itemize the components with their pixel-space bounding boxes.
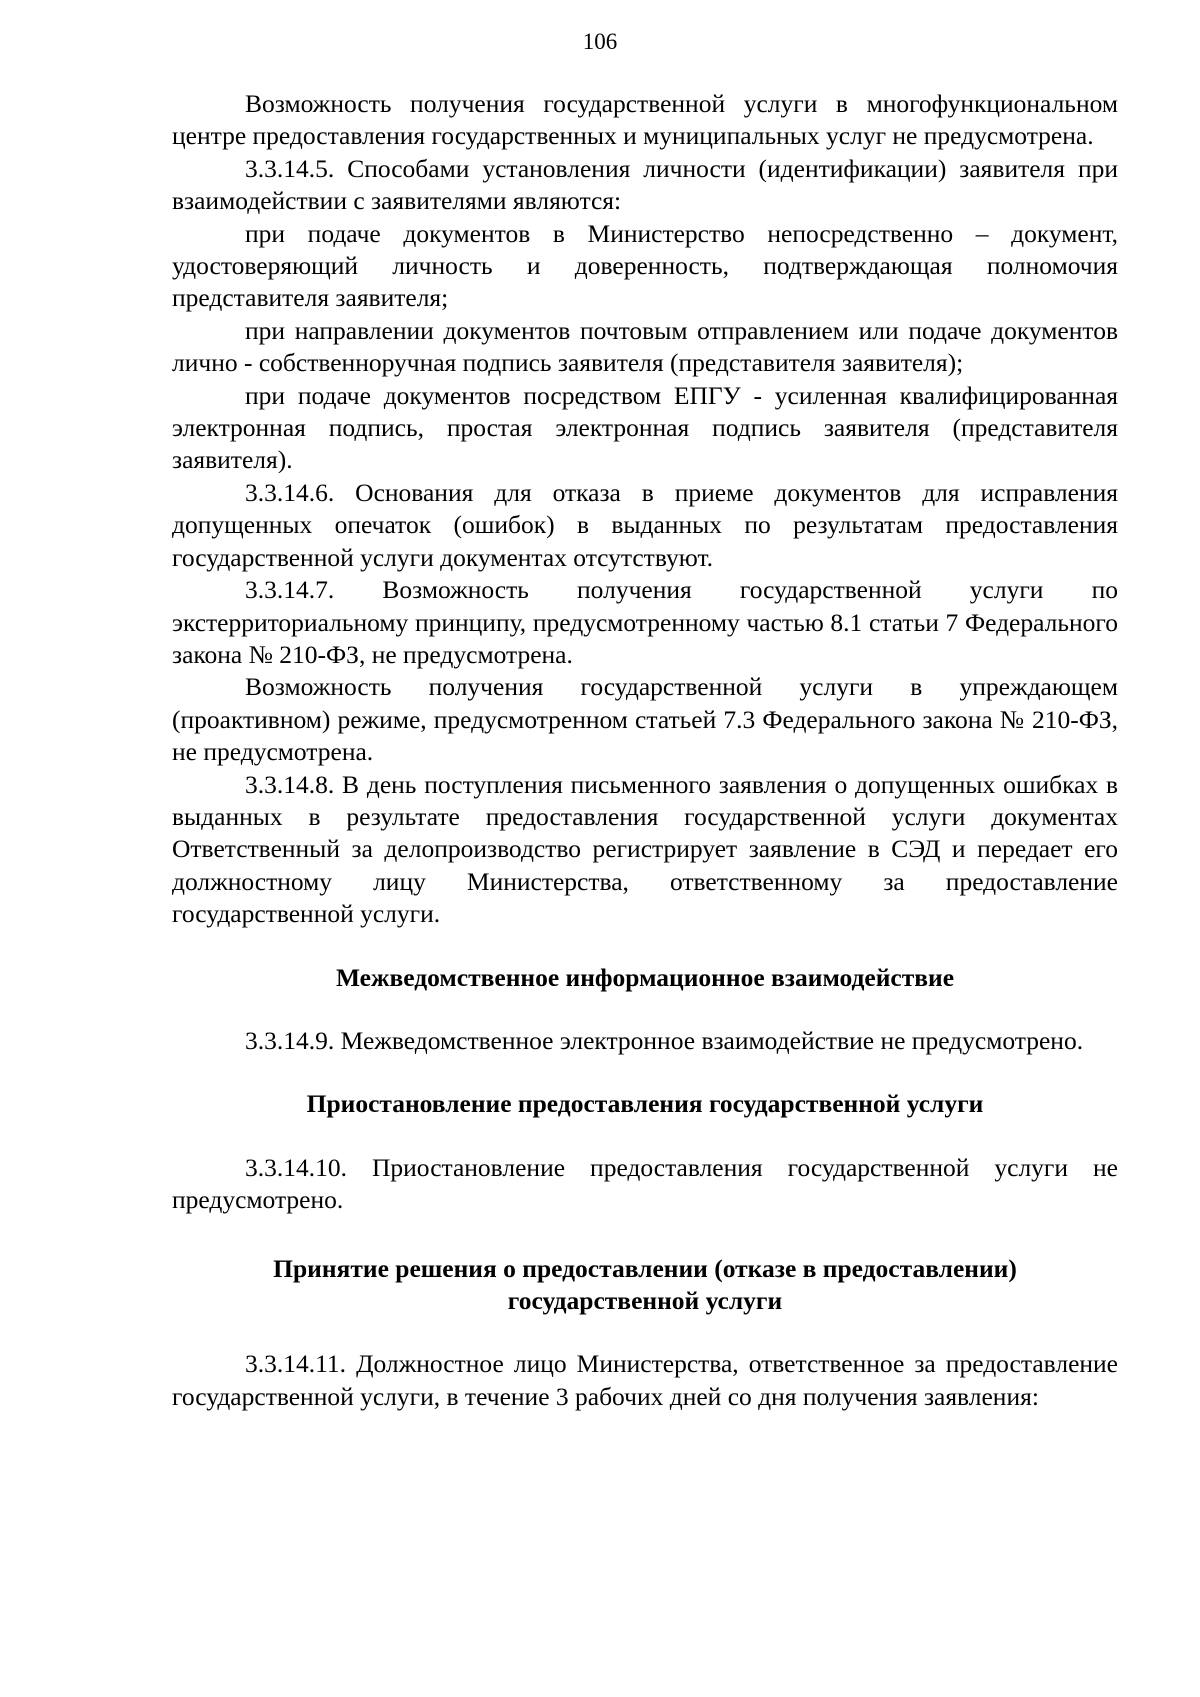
heading-decision-line1: Принятие решения о предоставлении (отказе в предоставлении)	[273, 1253, 1017, 1283]
paragraph-3-3-14-9: 3.3.14.9. Межведомственное электронное взаимодействие не предусмотрено.	[245, 1025, 1084, 1055]
heading-suspension: Приостановление предоставления государственной услуги	[306, 1089, 984, 1119]
paragraph-postal-submission: при направлении документов почтовым отправлением или подаче документов лично - собственноручная подпись заявителя (представителя заявителя);	[172, 315, 1118, 378]
paragraph-proactive-mode: Возможность получения государственной услуги в упреждающем (проактивном) режиме, предусмотренном статьей 7.3 Федерального закона № 210-ФЗ, не предусмотрена.	[172, 672, 1118, 767]
heading-interagency: Межведомственное информационное взаимодействие	[335, 962, 955, 992]
page-number: 106	[582, 29, 618, 54]
document-body	[172, 88, 1118, 1413]
paragraph-3-3-14-6: 3.3.14.6. Основания для отказа в приеме документов для исправления допущенных опечаток (ошибок) в выданных по результатам предоставления государственной услуги документах отсутствуют.	[172, 477, 1118, 572]
heading-decision	[172, 1253, 1118, 1318]
paragraph-3-3-14-5: 3.3.14.5. Способами установления личности (идентификации) заявителя при взаимодействии с заявителями являются:	[172, 153, 1118, 216]
paragraph-epgu-submission: при подаче документов посредством ЕПГУ - усиленная квалифицированная электронная подпись, простая электронная подпись заявителя (представителя заявителя).	[172, 380, 1118, 475]
paragraph-3-3-14-10: 3.3.14.10. Приостановление предоставления государственной услуги не предусмотрено.	[172, 1152, 1118, 1215]
heading-decision-line2: государственной услуги	[507, 1286, 783, 1315]
paragraph-3-3-14-11: 3.3.14.11. Должностное лицо Министерства, ответственное за предоставление государственной услуги, в течение 3 рабочих дней со дня получения заявления:	[172, 1349, 1118, 1411]
paragraph-direct-submission: при подаче документов в Министерство непосредственно – документ, удостоверяющий личность и доверенность, подтверждающая полномочия представителя заявителя;	[172, 218, 1118, 313]
paragraph-mfc-impossible: Возможность получения государственной услуги в многофункциональном центре предоставления государственных и муниципальных услуг не предусмотрена.	[172, 89, 1118, 151]
paragraph-3-3-14-8: 3.3.14.8. В день поступления письменного заявления о допущенных ошибках в выданных в результате предоставления государственной услуги документах Ответственный за делопроизводство регистрирует заявление в СЭД и передает его должностному лицу Министерства, ответственному за предоставление государственной услуги.	[172, 769, 1118, 929]
paragraph-3-3-14-7: 3.3.14.7. Возможность получения государственной услуги по экстерриториальному принципу, предусмотренному частью 8.1 статьи 7 Федерального закона № 210-ФЗ, не предусмотрена.	[172, 575, 1118, 669]
